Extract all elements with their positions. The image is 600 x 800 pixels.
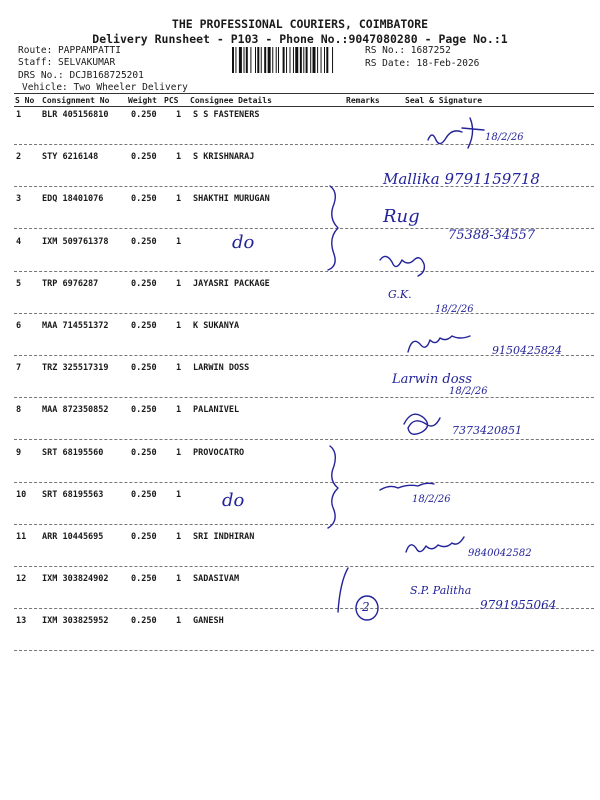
row-consignee: S S FASTENERS xyxy=(193,110,260,120)
row-sno: 11 xyxy=(16,532,27,542)
row-pcs: 1 xyxy=(176,321,182,331)
sig-row5-date: 18/2/26 xyxy=(435,304,474,315)
staff-label: Staff: SELVAKUMAR xyxy=(18,57,116,68)
row-consignment-no: SRT 68195560 xyxy=(42,447,104,458)
row-pcs: 1 xyxy=(176,152,182,163)
sig-row11-phone: 9840042582 xyxy=(468,548,532,559)
row-consignee: K SUKANYA xyxy=(193,321,240,331)
row-consignment-no: SRT 68195563 xyxy=(42,489,104,500)
row-pcs: 1 xyxy=(176,194,182,205)
row-consignee: SRI INDHIRAN xyxy=(193,532,255,542)
brace-rows-9-10 xyxy=(328,446,338,528)
row-sno: 9 xyxy=(16,447,22,458)
row-weight: 0.250 xyxy=(131,321,157,331)
ditto-mark-row4: do xyxy=(232,232,255,253)
row-weight: 0.250 xyxy=(131,447,157,458)
page-title: THE PROFESSIONAL COURIERS, COIMBATORE xyxy=(171,17,429,31)
row-consignment-no: STY 6216148 xyxy=(42,152,99,163)
row-weight: 0.250 xyxy=(131,363,157,374)
row-sno: 7 xyxy=(16,363,22,374)
row-sno: 3 xyxy=(16,194,22,205)
row-sno: 12 xyxy=(16,574,27,585)
sig-row3-phone: 75388-34557 xyxy=(448,228,536,243)
col-header-consignment: Consignment No xyxy=(42,96,110,105)
row-sno: 6 xyxy=(16,321,22,331)
row-weight: 0.250 xyxy=(131,236,157,247)
row-sno: 2 xyxy=(16,152,22,163)
sig-row6-phone: 9150425824 xyxy=(492,344,562,357)
row-weight: 0.250 xyxy=(131,489,157,500)
rs-number: RS No.: 1687252 xyxy=(365,45,451,56)
row-sno: 1 xyxy=(16,110,22,120)
row-consignee: GANESH xyxy=(193,616,224,627)
row-consignee: PROVOCATRO xyxy=(193,447,245,458)
row-pcs: 1 xyxy=(176,405,182,416)
row-pcs: 1 xyxy=(176,236,182,247)
row-consignment-no: EDQ 18401076 xyxy=(42,194,104,205)
rs-date: RS Date: 18-Feb-2026 xyxy=(365,58,480,69)
sig-row7-date: 18/2/26 xyxy=(449,386,488,397)
sig-row12-phone: 9791955064 xyxy=(480,598,557,612)
signature-row8 xyxy=(404,414,440,434)
sig-row2: Mallika 9791159718 xyxy=(383,170,540,188)
row-pcs: 1 xyxy=(176,616,182,627)
signature-row11 xyxy=(406,537,464,552)
sig-row7: Larwin doss xyxy=(392,372,472,387)
sig-row3-name: Rug xyxy=(383,206,420,227)
row-pcs: 1 xyxy=(176,532,182,542)
route-label: Route: PAPPAMPATTI xyxy=(18,45,121,56)
row-weight: 0.250 xyxy=(131,405,157,416)
sig-row8-phone: 7373420851 xyxy=(452,424,522,437)
row-sno: 10 xyxy=(16,489,27,500)
col-header-remarks: Remarks xyxy=(346,96,380,105)
page-subtitle: Delivery Runsheet - P103 - Phone No.:9047080280 - Page No.:1 xyxy=(92,32,508,46)
row-consignee: PALANIVEL xyxy=(193,405,240,416)
row-consignment-no: MAA 872350852 xyxy=(42,405,109,416)
row-consignment-no: TRP 6976287 xyxy=(42,278,99,289)
signature-row1 xyxy=(428,131,462,144)
col-header-weight: Weight xyxy=(128,96,157,105)
row-pcs: 1 xyxy=(176,447,182,458)
vehicle-label: Vehicle: Two Wheeler Delivery xyxy=(22,82,188,93)
row-weight: 0.250 xyxy=(131,574,157,585)
drs-label: DRS No.: DCJB168725201 xyxy=(18,70,144,81)
row-consignee: LARWIN DOSS xyxy=(193,363,250,374)
row-consignee: JAYASRI PACKAGE xyxy=(193,278,270,289)
sig-row5: G.K. xyxy=(388,288,412,301)
ditto-mark-row10: do xyxy=(222,490,245,511)
signature-row6 xyxy=(408,336,470,352)
row-pcs: 1 xyxy=(176,489,182,500)
col-header-pcs: PCS xyxy=(164,96,179,105)
row-consignment-no: TRZ 325517319 xyxy=(42,363,109,374)
row-consignee: S KRISHNARAJ xyxy=(193,152,255,163)
row-pcs: 1 xyxy=(176,278,182,289)
brace-rows-3-4 xyxy=(328,186,338,270)
row-consignee: SADASIVAM xyxy=(193,574,240,585)
row-weight: 0.250 xyxy=(131,194,157,205)
row-consignment-no: IXM 509761378 xyxy=(42,236,109,247)
sig-row1-date: 18/2/26 xyxy=(485,132,524,143)
col-header-consignee: Consignee Details xyxy=(190,96,272,105)
row-pcs: 1 xyxy=(176,363,182,374)
sig-row12-name: S.P. Palitha xyxy=(410,584,472,597)
row-weight: 0.250 xyxy=(131,278,157,289)
row-sno: 8 xyxy=(16,405,22,416)
row-consignee: SHAKTHI MURUGAN xyxy=(193,194,270,205)
col-header-sno: S No xyxy=(15,96,35,105)
row-consignment-no: IXM 303825952 xyxy=(42,616,109,627)
row-consignment-no: ARR 10445695 xyxy=(42,532,104,542)
row-pcs: 1 xyxy=(176,110,182,120)
row-weight: 0.250 xyxy=(131,152,157,163)
row-sno: 5 xyxy=(16,278,22,289)
row-pcs: 1 xyxy=(176,574,182,585)
row-consignment-no: BLR 405156810 xyxy=(42,110,109,120)
row-consignment-no: IXM 303824902 xyxy=(42,574,109,585)
row-sno: 4 xyxy=(16,236,22,247)
row-weight: 0.250 xyxy=(131,532,157,542)
signature-row9 xyxy=(380,483,434,490)
row-consignment-no: MAA 714551372 xyxy=(42,321,109,331)
row-sno: 13 xyxy=(16,616,27,627)
row-weight: 0.250 xyxy=(131,110,157,120)
col-header-signature: Seal & Signature xyxy=(405,96,483,105)
signature-row4 xyxy=(380,256,424,276)
sig-row12-stamp: 2 xyxy=(362,600,370,614)
row-weight: 0.250 xyxy=(131,616,157,627)
sig-row9-date: 18/2/26 xyxy=(412,494,451,505)
